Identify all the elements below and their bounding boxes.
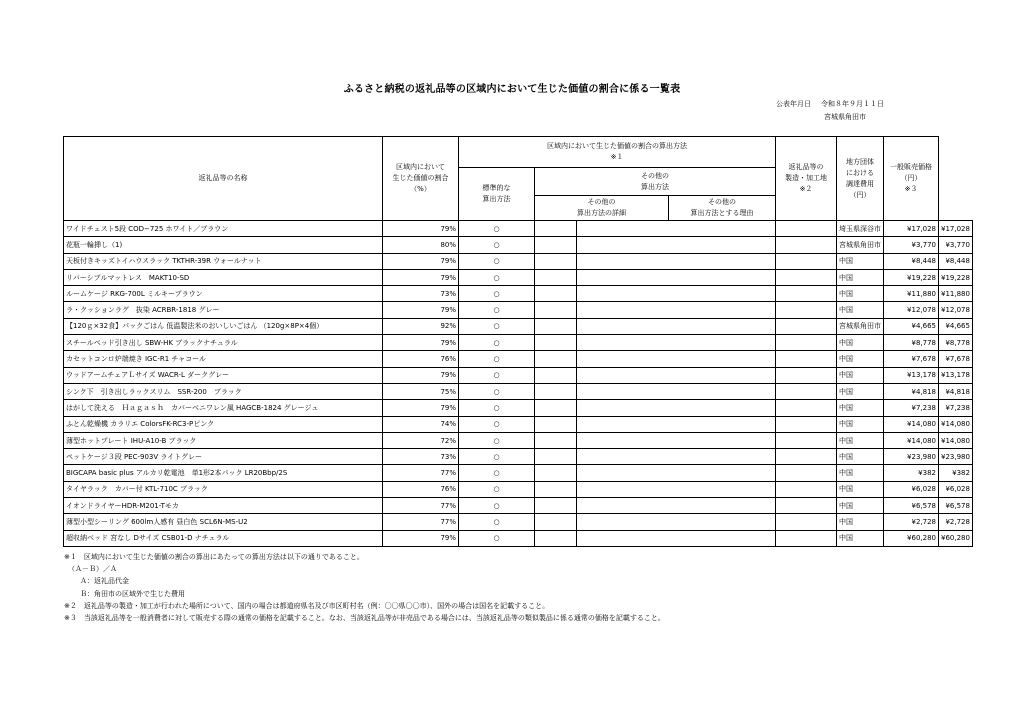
table-row [64,449,973,465]
cell-name: 花瓶一輪挿し（1) [64,237,383,253]
table-row [64,318,973,334]
table-row [64,269,973,285]
cell-cost: ¥12,078 [884,302,939,318]
note-3: ※３ 当該返礼品等を一般消費者に対して販売する際の通常の価格を記載すること。なお、当該返礼品等が非売品である場合には、当該返礼品等の類似製品に係る通常の価格を記載すること。 [64,614,665,623]
cell-ratio: 79% [383,400,459,416]
table-row [64,335,973,351]
cell-origin: 中国 [837,498,884,514]
cell-origin: 宮城県角田市 [837,318,884,334]
cell-name: シンク下 引き出しラックスリム SSR-200 ブラック [64,383,383,399]
cell-other-detail [577,253,776,269]
municipality-name: 宮城県角田市 [824,113,866,121]
cell-other-blank [535,530,577,546]
cell-other-detail [577,514,776,530]
cell-origin: 中国 [837,481,884,497]
table-row [64,465,973,481]
cell-cost: ¥7,678 [884,351,939,367]
cell-price: ¥23,980 [939,449,973,465]
table-row [64,400,973,416]
cell-other-detail [577,221,776,237]
cell-origin: 中国 [837,351,884,367]
header-cost: 地方団体 における 調達費用 （円） [837,137,884,221]
cell-ratio: 79% [383,253,459,269]
cell-price: ¥8,778 [939,335,973,351]
cell-other-blank [535,400,577,416]
cell-other-detail [577,269,776,285]
cell-other-blank [535,383,577,399]
cell-ratio: 79% [383,335,459,351]
cell-ratio: 77% [383,514,459,530]
cell-name: タイヤラック カバー付 KTL-710C ブラック [64,481,383,497]
cell-other-reason [776,465,837,481]
cell-other-detail [577,318,776,334]
cell-ratio: 75% [383,383,459,399]
cell-other-reason [776,302,837,318]
cell-other-blank [535,335,577,351]
header-name: 返礼品等の名称 [64,137,383,221]
table-row [64,286,973,302]
cell-name: 薄型ホットプレート IHU-A10-B ブラック [64,432,383,448]
cell-ratio: 72% [383,432,459,448]
cell-name: ふとん乾燥機 カラリエ ColorsFK-RC3-Pピンク [64,416,383,432]
cell-origin: 中国 [837,335,884,351]
cell-price: ¥3,770 [939,237,973,253]
cell-name: ラ・クッションラグ 抜染 ACRBR-1818 グレー [64,302,383,318]
cell-price: ¥7,678 [939,351,973,367]
cell-cost: ¥17,028 [884,221,939,237]
cell-cost: ¥8,778 [884,335,939,351]
cell-other-reason [776,432,837,448]
cell-other-reason [776,367,837,383]
cell-other-blank [535,253,577,269]
cell-ratio: 79% [383,269,459,285]
header-other-reason: その他の 算出方法とする理由 [669,196,776,221]
cell-ratio: 79% [383,302,459,318]
table-row [64,351,973,367]
cell-standard: ○ [459,269,535,285]
cell-other-blank [535,449,577,465]
cell-other-blank [535,221,577,237]
header-price: 一般販売価格 （円） ※３ [884,137,939,221]
cell-name: 【120ｇ×32食】パックごはん 低温製法米のおいしいごはん （120g×8P×4個） [64,318,383,334]
cell-name: 超収納ベッド 宮なし Dサイズ CSB01-D ナチュラル [64,530,383,546]
cell-other-detail [577,432,776,448]
cell-cost: ¥6,028 [884,481,939,497]
cell-cost: ¥14,080 [884,416,939,432]
table-row [64,367,973,383]
cell-name: ペットケージ３段 PEC-903V ライトグレー [64,449,383,465]
cell-cost: ¥60,280 [884,530,939,546]
cell-other-reason [776,530,837,546]
cell-other-blank [535,351,577,367]
cell-other-reason [776,400,837,416]
cell-origin: 埼玉県深谷市 [837,221,884,237]
cell-origin: 中国 [837,432,884,448]
header-other: その他の 算出方法 [535,168,776,196]
cell-other-detail [577,302,776,318]
cell-ratio: 77% [383,465,459,481]
note-1: ※１ 区域内において生じた価値の割合の算出にあたっての算出方法は以下の通りであること。 [64,553,364,561]
cell-standard: ○ [459,449,535,465]
cell-other-detail [577,400,776,416]
cell-other-reason [776,269,837,285]
table-row [64,253,973,269]
cell-other-detail [577,335,776,351]
cell-standard: ○ [459,221,535,237]
cell-origin: 中国 [837,367,884,383]
cell-price: ¥11,880 [939,286,973,302]
cell-origin: 中国 [837,383,884,399]
cell-price: ¥12,078 [939,302,973,318]
cell-price: ¥6,028 [939,481,973,497]
cell-other-detail [577,367,776,383]
cell-name: イオンドライヤーHDR-M201-Tモカ [64,498,383,514]
cell-other-blank [535,514,577,530]
cell-price: ¥382 [939,465,973,481]
return-gift-table [63,136,973,547]
cell-other-blank [535,432,577,448]
note-a: Ａ：返礼品代金 [80,577,129,586]
cell-ratio: 80% [383,237,459,253]
cell-standard: ○ [459,514,535,530]
cell-other-reason [776,383,837,399]
cell-price: ¥2,728 [939,514,973,530]
cell-cost: ¥2,728 [884,514,939,530]
cell-standard: ○ [459,302,535,318]
cell-other-blank [535,367,577,383]
cell-other-detail [577,383,776,399]
cell-cost: ¥382 [884,465,939,481]
cell-other-detail [577,237,776,253]
cell-price: ¥14,080 [939,416,973,432]
cell-other-blank [535,269,577,285]
header-standard: 標準的な 算出方法 [459,168,535,221]
cell-ratio: 76% [383,351,459,367]
cell-other-reason [776,221,837,237]
cell-other-blank [535,465,577,481]
table-row [64,481,973,497]
cell-price: ¥4,818 [939,383,973,399]
cell-other-detail [577,481,776,497]
cell-standard: ○ [459,237,535,253]
cell-other-reason [776,351,837,367]
cell-ratio: 73% [383,286,459,302]
cell-standard: ○ [459,383,535,399]
cell-cost: ¥6,578 [884,498,939,514]
cell-origin: 中国 [837,449,884,465]
document-title: ふるさと納税の返礼品等の区域内において生じた価値の割合に係る一覧表 [343,84,681,95]
cell-other-blank [535,318,577,334]
cell-other-reason [776,416,837,432]
cell-cost: ¥7,238 [884,400,939,416]
table-row [64,498,973,514]
cell-name: 薄型小型シーリング 600lm人感有 昼白色 SCL6N-MS-U2 [64,514,383,530]
cell-name: 天板付きキッズトイハウスラック TKTHR-39R ウォールナット [64,253,383,269]
header-other-detail: その他の 算出方法の詳細 [535,196,669,221]
cell-other-blank [535,416,577,432]
cell-other-detail [577,449,776,465]
published-line [776,99,884,109]
cell-origin: 中国 [837,465,884,481]
cell-other-reason [776,449,837,465]
cell-other-blank [535,237,577,253]
cell-origin: 中国 [837,416,884,432]
cell-standard: ○ [459,530,535,546]
cell-price: ¥13,178 [939,367,973,383]
cell-name: スチールベッド引き出し SBW-HK ブラックナチュラル [64,335,383,351]
header-calc-method: 区域内において生じた価値の割合の算出方法 ※１ [459,137,776,168]
cell-cost: ¥11,880 [884,286,939,302]
cell-other-reason [776,237,837,253]
cell-standard: ○ [459,465,535,481]
note-b: Ｂ：角田市の区域外で生じた費用 [80,589,185,598]
cell-standard: ○ [459,400,535,416]
cell-ratio: 76% [383,481,459,497]
cell-standard: ○ [459,253,535,269]
cell-name: ワイドチェスト5段 COD−725 ホワイト／ブラウン [64,221,383,237]
cell-other-reason [776,253,837,269]
cell-other-reason [776,286,837,302]
cell-origin: 宮城県角田市 [837,237,884,253]
cell-other-blank [535,481,577,497]
cell-origin: 中国 [837,400,884,416]
cell-price: ¥19,228 [939,269,973,285]
cell-other-blank [535,302,577,318]
cell-ratio: 73% [383,449,459,465]
cell-price: ¥14,080 [939,432,973,448]
cell-cost: ¥8,448 [884,253,939,269]
table-row [64,432,973,448]
cell-cost: ¥14,080 [884,432,939,448]
cell-name: はがして洗える Ｈａｇａｓｈ カバーベニワレン風 HAGCB-1824 グレージュ [64,400,383,416]
header-origin: 返礼品等の 製造・加工地 ※２ [776,137,837,221]
cell-other-reason [776,481,837,497]
cell-cost: ¥23,980 [884,449,939,465]
table-row [64,416,973,432]
cell-name: ルームケージ RKG-700L ミルキーブラウン [64,286,383,302]
cell-origin: 中国 [837,302,884,318]
table-row [64,237,973,253]
cell-standard: ○ [459,432,535,448]
cell-other-detail [577,286,776,302]
cell-name: カセットコンロ炉端焼き IGC-R1 チャコール [64,351,383,367]
header-ratio: 区域内において 生じた価値の割合 （%） [383,137,459,221]
cell-standard: ○ [459,498,535,514]
cell-ratio: 79% [383,221,459,237]
cell-price: ¥4,665 [939,318,973,334]
cell-cost: ¥13,178 [884,367,939,383]
cell-other-detail [577,498,776,514]
cell-ratio: 79% [383,367,459,383]
cell-price: ¥8,448 [939,253,973,269]
table-row [64,530,973,546]
cell-other-reason [776,514,837,530]
cell-standard: ○ [459,481,535,497]
note-2: ※２ 返礼品等の製造・加工が行われた場所について、国内の場合は都道府県名及び市区町村名（例：〇〇県〇〇市）、国外の場合は国名を記載すること。 [64,601,550,610]
cell-other-detail [577,416,776,432]
cell-cost: ¥19,228 [884,269,939,285]
cell-standard: ○ [459,367,535,383]
cell-name: リバーシブルマットレス MAKT10-SD [64,269,383,285]
cell-other-blank [535,498,577,514]
table-row [64,514,973,530]
cell-ratio: 79% [383,530,459,546]
cell-cost: ¥3,770 [884,237,939,253]
cell-origin: 中国 [837,269,884,285]
table-row [64,221,973,237]
cell-ratio: 74% [383,416,459,432]
cell-price: ¥6,578 [939,498,973,514]
published-date: 令和８年９月１１日 [821,100,884,108]
cell-cost: ¥4,665 [884,318,939,334]
table-row [64,302,973,318]
cell-standard: ○ [459,335,535,351]
cell-other-reason [776,335,837,351]
cell-name: BIGCAPA basic plus アルカリ乾電池 単1形2本パック LR20Bbp/2S [64,465,383,481]
note-formula: （Ａ－Ｂ）／Ａ [68,565,117,574]
cell-other-reason [776,498,837,514]
cell-other-reason [776,318,837,334]
cell-other-blank [535,286,577,302]
cell-other-detail [577,530,776,546]
table-row [64,383,973,399]
cell-other-detail [577,465,776,481]
notes [64,551,665,624]
cell-standard: ○ [459,416,535,432]
cell-origin: 中国 [837,514,884,530]
cell-cost: ¥4,818 [884,383,939,399]
cell-name: ウッドアームチェアＬサイズ WACR-L ダークグレー [64,367,383,383]
cell-origin: 中国 [837,286,884,302]
cell-price: ¥7,238 [939,400,973,416]
published-label: 公表年月日 [776,100,811,108]
cell-standard: ○ [459,318,535,334]
cell-price: ¥17,028 [939,221,973,237]
cell-standard: ○ [459,286,535,302]
cell-ratio: 77% [383,498,459,514]
cell-origin: 中国 [837,253,884,269]
cell-ratio: 92% [383,318,459,334]
cell-standard: ○ [459,351,535,367]
cell-origin: 中国 [837,530,884,546]
cell-other-detail [577,351,776,367]
table-body [64,221,973,547]
cell-price: ¥60,280 [939,530,973,546]
